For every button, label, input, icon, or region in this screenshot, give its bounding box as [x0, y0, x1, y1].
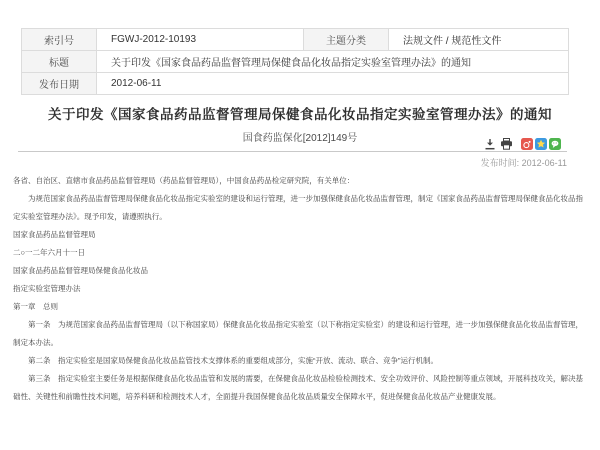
attachment-title-line1: 国家食品药品监督管理局保健食品化妆品 [13, 266, 148, 275]
print-icon[interactable] [500, 138, 513, 150]
signer-name: 国家食品药品监督管理局 [13, 230, 96, 239]
article-2: 第二条 指定实验室是国家局保健食品化妆品监管技术支撑体系的重要组成部分，实施“开放、流动、联合、竞争”运行机制。 [28, 356, 438, 365]
wechat-share-icon[interactable] [549, 138, 561, 150]
document-meta-table [21, 28, 569, 95]
meta-label-publish-date: 发布日期 [22, 73, 97, 95]
article-3: 第三条 指定实验室主要任务是根据保健食品化妆品监管和发展的需要，在保健食品化妆品检验检测技术、安全功效评价、风险控制等重点领域，开展科技攻关，解决基础性、关键性和前瞻性技术问题，培养科研和检测技术人才，全面提升我国保健食品化妆品质量安全保障水平，促进保健食品化妆品产业健康发展。 [13, 374, 583, 401]
meta-label-title: 标题 [22, 51, 97, 73]
meta-row-publish-date [22, 73, 569, 95]
meta-label-topic-category: 主题分类 [304, 29, 389, 51]
meta-value-publish-date: 2012-06-11 [97, 73, 569, 95]
meta-value-title: 关于印发《国家食品药品监督管理局保健食品化妆品指定实验室管理办法》的通知 [97, 51, 569, 73]
qzone-share-icon[interactable] [535, 138, 547, 150]
document-body [13, 172, 587, 406]
article-1: 第一条 为规范国家食品药品监督管理局（以下称国家局）保健食品化妆品指定实验室（以下称指定实验室）的建设和运行管理，进一步加强保健食品化妆品监督管理，制定本办法。 [13, 320, 583, 347]
intro-paragraph: 为规范国家食品药品监督管理局保健食品化妆品指定实验室的建设和运行管理，进一步加强保健食品化妆品监督管理，制定《国家食品药品监督管理局保健食品化妆品指定实验室管理办法》。现予印发，请遵照执行。 [13, 194, 583, 221]
header-divider [18, 151, 567, 152]
share-toolbar [480, 138, 561, 150]
download-icon[interactable] [484, 138, 496, 150]
page-title: 关于印发《国家食品药品监督管理局保健食品化妆品指定实验室管理办法》的通知 [48, 107, 552, 122]
meta-row-title [22, 51, 569, 73]
attachment-title-line2: 指定实验室管理办法 [13, 284, 81, 293]
signature-date: 二○一二年六月十一日 [13, 248, 86, 257]
salutation-line: 各省、自治区、直辖市食品药品监督管理局（药品监督管理局），中国食品药品检定研究院，有关单位： [13, 176, 355, 185]
publish-time: 发布时间: 2012-06-11 [480, 158, 567, 168]
meta-label-index-number: 索引号 [22, 29, 97, 51]
chapter-heading: 第一章 总则 [13, 302, 58, 311]
document-number: 国食药监保化[2012]149号 [242, 133, 358, 144]
weibo-share-icon[interactable] [521, 138, 533, 150]
meta-row-index [22, 29, 569, 51]
meta-value-index-number: FGWJ-2012-10193 [97, 29, 304, 51]
meta-value-topic-category: 法规文件 / 规范性文件 [389, 29, 569, 51]
